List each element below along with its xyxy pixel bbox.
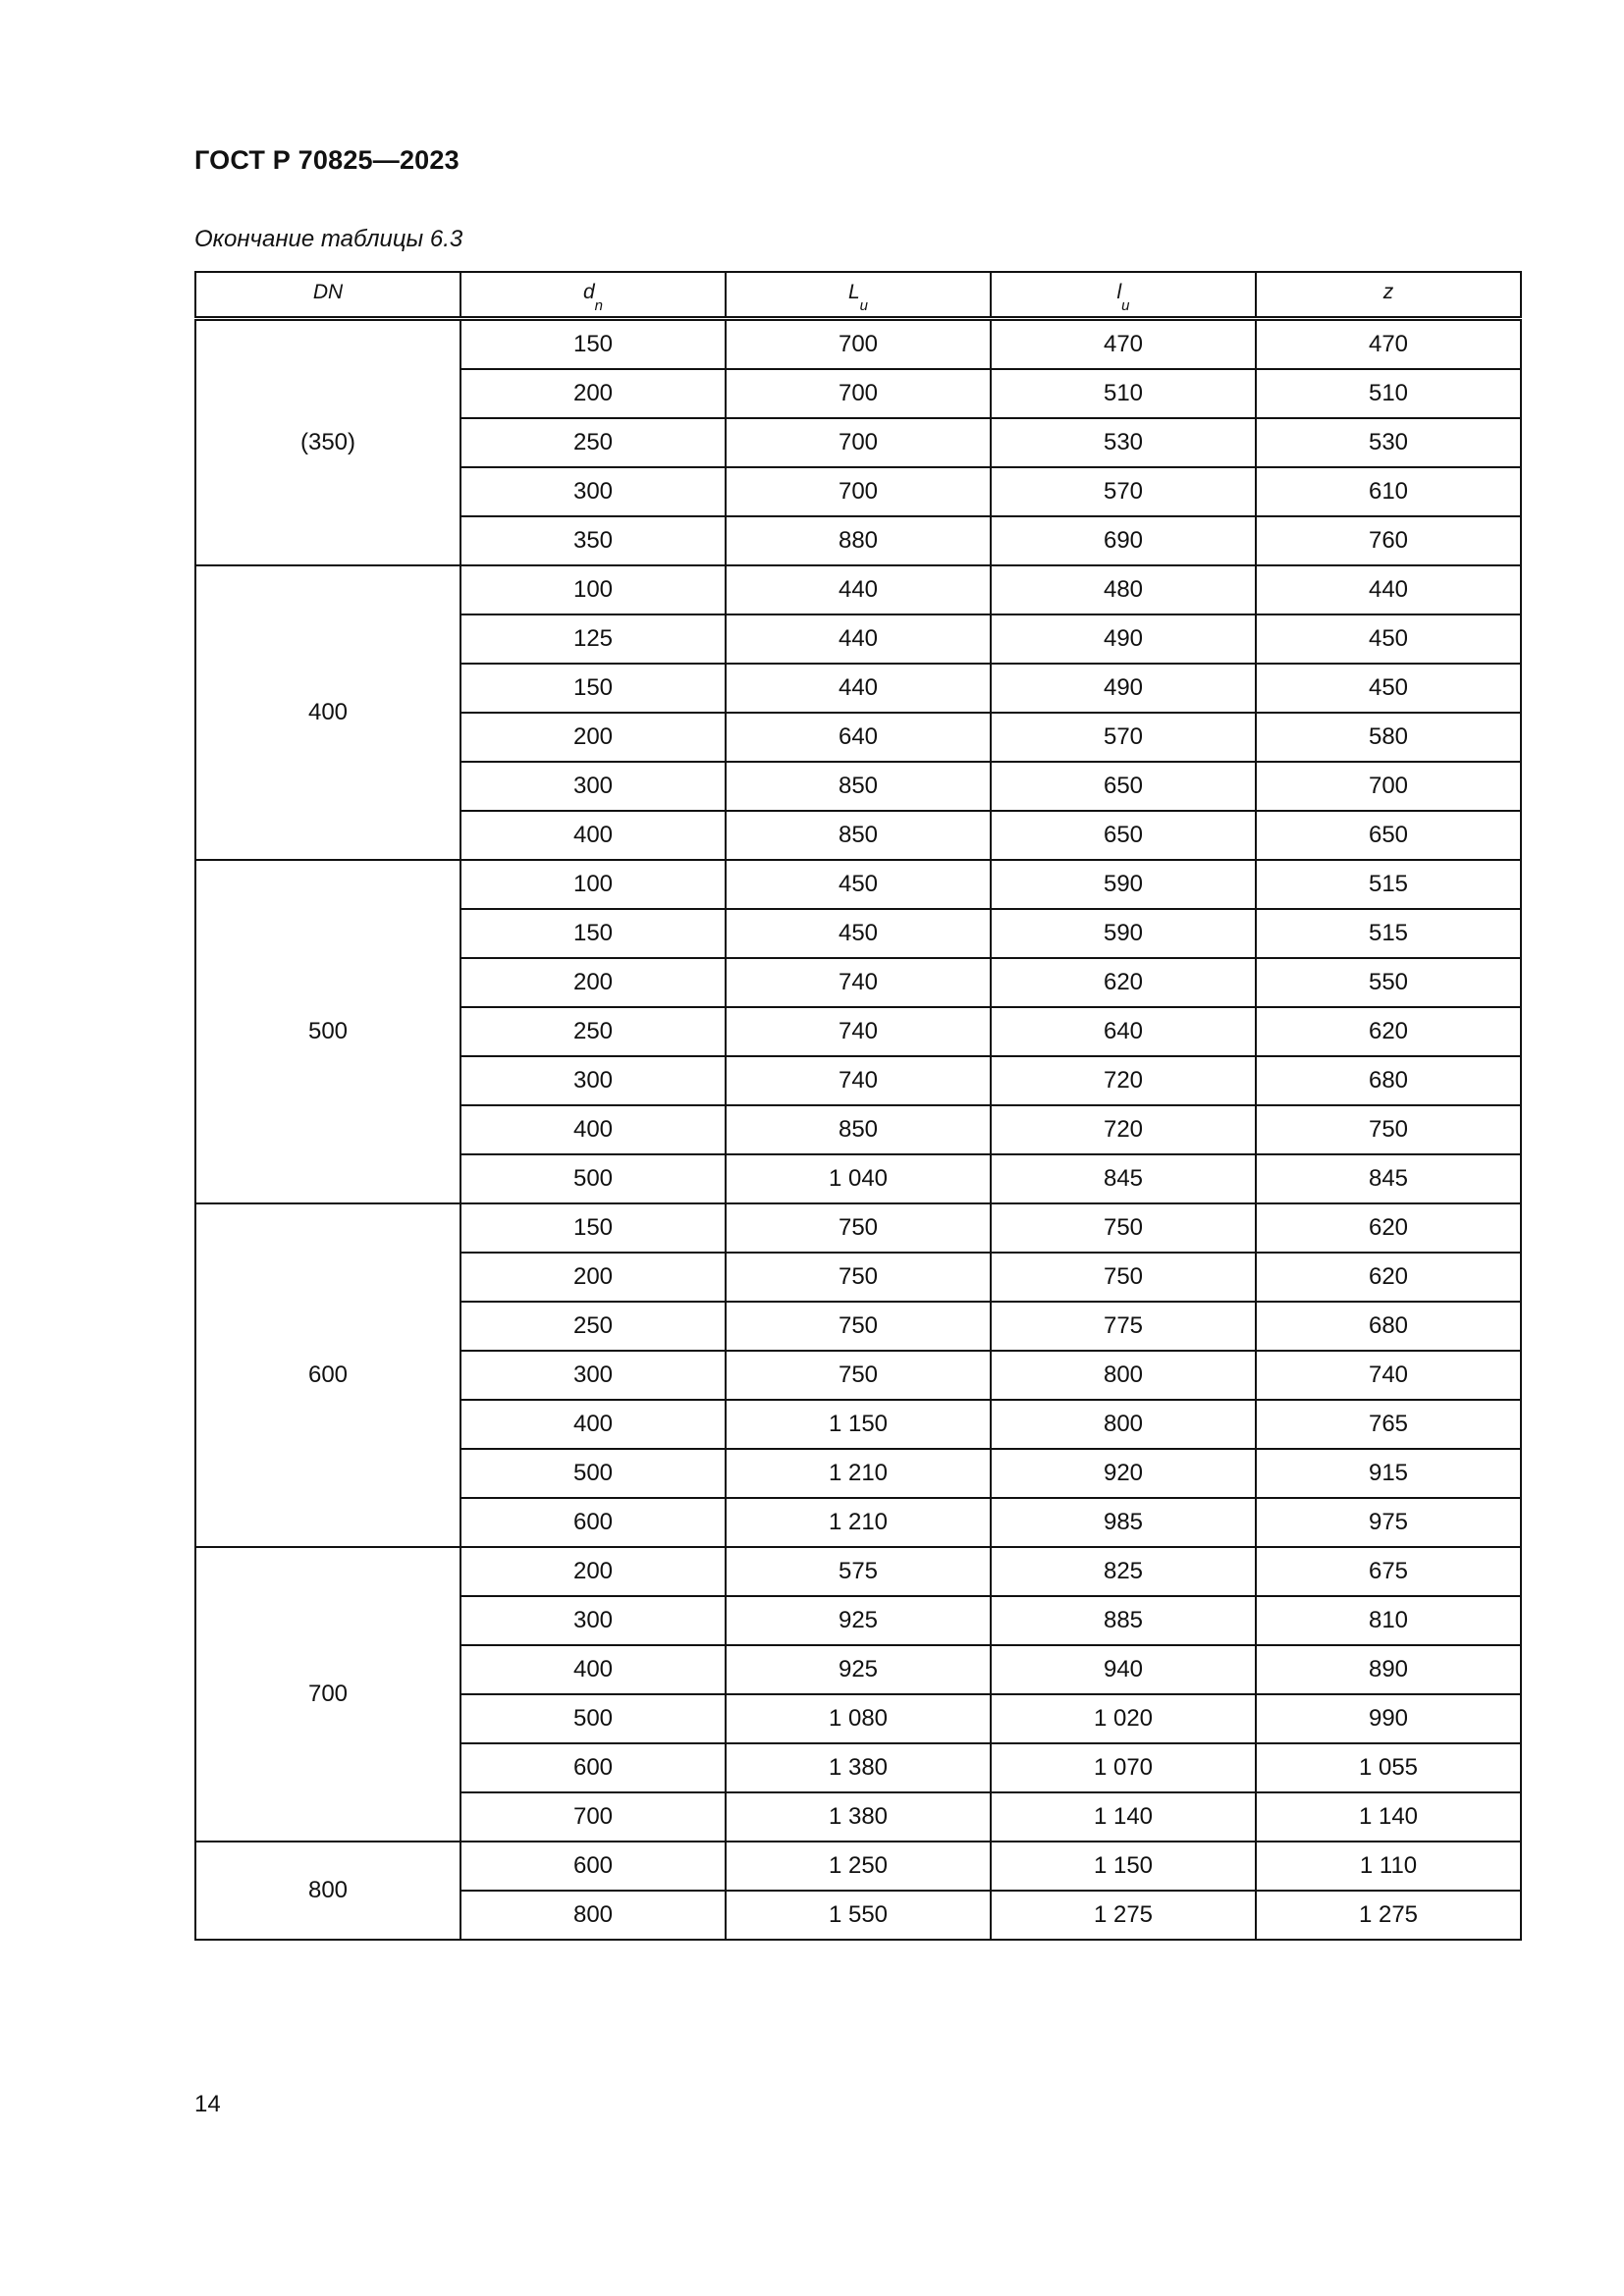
z-cell: 915 xyxy=(1256,1449,1521,1498)
z-cell: 1 055 xyxy=(1256,1743,1521,1792)
lu-upper-cell: 1 080 xyxy=(726,1694,991,1743)
lu-upper-cell: 1 380 xyxy=(726,1792,991,1842)
z-cell: 450 xyxy=(1256,664,1521,713)
z-cell: 975 xyxy=(1256,1498,1521,1547)
dn-outlet-cell: 600 xyxy=(460,1842,726,1891)
lu-upper-cell: 925 xyxy=(726,1596,991,1645)
dn-outlet-cell: 400 xyxy=(460,1400,726,1449)
lu-upper-cell: 700 xyxy=(726,319,991,370)
dn-outlet-cell: 150 xyxy=(460,909,726,958)
z-cell: 470 xyxy=(1256,319,1521,370)
z-cell: 620 xyxy=(1256,1203,1521,1253)
dn-group-cell: 800 xyxy=(195,1842,460,1940)
lu-lower-cell: 1 150 xyxy=(991,1842,1256,1891)
lu-upper-cell: 880 xyxy=(726,516,991,565)
z-cell: 1 110 xyxy=(1256,1842,1521,1891)
lu-upper-cell: 850 xyxy=(726,811,991,860)
dn-outlet-cell: 150 xyxy=(460,664,726,713)
column-header-sub: n xyxy=(594,296,604,314)
column-header-sub: u xyxy=(1121,296,1130,314)
dn-outlet-cell: 250 xyxy=(460,418,726,467)
lu-lower-cell: 750 xyxy=(991,1253,1256,1302)
column-header-lu-upper xyxy=(726,272,991,319)
dn-outlet-cell: 200 xyxy=(460,369,726,418)
dn-outlet-cell: 500 xyxy=(460,1694,726,1743)
dn-outlet-cell: 500 xyxy=(460,1154,726,1203)
lu-lower-cell: 750 xyxy=(991,1203,1256,1253)
table-body xyxy=(195,319,1521,1941)
dn-outlet-cell: 400 xyxy=(460,811,726,860)
header-row xyxy=(195,272,1521,319)
page-number: 14 xyxy=(194,2091,221,2117)
lu-upper-cell: 750 xyxy=(726,1253,991,1302)
dn-outlet-cell: 250 xyxy=(460,1007,726,1056)
lu-upper-cell: 1 250 xyxy=(726,1842,991,1891)
column-header-dn xyxy=(195,272,460,319)
dn-outlet-cell: 600 xyxy=(460,1498,726,1547)
z-cell: 680 xyxy=(1256,1302,1521,1351)
dn-group-cell: 400 xyxy=(195,565,460,860)
lu-lower-cell: 800 xyxy=(991,1351,1256,1400)
column-header-main: DN xyxy=(312,281,344,304)
dn-outlet-cell: 500 xyxy=(460,1449,726,1498)
z-cell: 675 xyxy=(1256,1547,1521,1596)
z-cell: 760 xyxy=(1256,516,1521,565)
document-header: ГОСТ Р 70825—2023 xyxy=(194,145,460,175)
dn-outlet-cell: 200 xyxy=(460,958,726,1007)
dn-outlet-cell: 350 xyxy=(460,516,726,565)
z-cell: 1 275 xyxy=(1256,1891,1521,1940)
dn-outlet-cell: 125 xyxy=(460,614,726,664)
column-header-main: d xyxy=(582,281,595,304)
table-row xyxy=(195,319,1521,370)
lu-upper-cell: 440 xyxy=(726,664,991,713)
lu-upper-cell: 925 xyxy=(726,1645,991,1694)
dn-outlet-cell: 400 xyxy=(460,1645,726,1694)
lu-lower-cell: 1 275 xyxy=(991,1891,1256,1940)
z-cell: 650 xyxy=(1256,811,1521,860)
dn-outlet-cell: 150 xyxy=(460,1203,726,1253)
lu-upper-cell: 750 xyxy=(726,1302,991,1351)
column-header-dn-outlet xyxy=(460,272,726,319)
dn-outlet-cell: 100 xyxy=(460,860,726,909)
table-row xyxy=(195,1547,1521,1596)
lu-lower-cell: 490 xyxy=(991,664,1256,713)
z-cell: 580 xyxy=(1256,713,1521,762)
dn-outlet-cell: 300 xyxy=(460,762,726,811)
z-cell: 450 xyxy=(1256,614,1521,664)
dn-outlet-cell: 250 xyxy=(460,1302,726,1351)
lu-lower-cell: 845 xyxy=(991,1154,1256,1203)
lu-upper-cell: 700 xyxy=(726,467,991,516)
table-row xyxy=(195,1842,1521,1891)
dn-outlet-cell: 300 xyxy=(460,1596,726,1645)
lu-lower-cell: 620 xyxy=(991,958,1256,1007)
lu-lower-cell: 690 xyxy=(991,516,1256,565)
lu-upper-cell: 440 xyxy=(726,565,991,614)
lu-lower-cell: 775 xyxy=(991,1302,1256,1351)
lu-upper-cell: 640 xyxy=(726,713,991,762)
z-cell: 765 xyxy=(1256,1400,1521,1449)
lu-upper-cell: 1 550 xyxy=(726,1891,991,1940)
dn-outlet-cell: 200 xyxy=(460,1253,726,1302)
dn-group-cell: 500 xyxy=(195,860,460,1203)
lu-lower-cell: 480 xyxy=(991,565,1256,614)
lu-upper-cell: 1 210 xyxy=(726,1449,991,1498)
dn-group-cell: (350) xyxy=(195,319,460,566)
lu-lower-cell: 720 xyxy=(991,1056,1256,1105)
dn-outlet-cell: 700 xyxy=(460,1792,726,1842)
table-row xyxy=(195,565,1521,614)
dn-outlet-cell: 400 xyxy=(460,1105,726,1154)
z-cell: 515 xyxy=(1256,909,1521,958)
lu-lower-cell: 800 xyxy=(991,1400,1256,1449)
lu-lower-cell: 985 xyxy=(991,1498,1256,1547)
column-header-sub: u xyxy=(859,296,869,314)
dn-outlet-cell: 600 xyxy=(460,1743,726,1792)
lu-lower-cell: 920 xyxy=(991,1449,1256,1498)
table-caption: Окончание таблицы 6.3 xyxy=(194,226,463,252)
lu-lower-cell: 530 xyxy=(991,418,1256,467)
data-table xyxy=(194,271,1522,1941)
lu-lower-cell: 1 020 xyxy=(991,1694,1256,1743)
z-cell: 845 xyxy=(1256,1154,1521,1203)
lu-lower-cell: 720 xyxy=(991,1105,1256,1154)
lu-upper-cell: 450 xyxy=(726,860,991,909)
lu-upper-cell: 1 380 xyxy=(726,1743,991,1792)
z-cell: 440 xyxy=(1256,565,1521,614)
z-cell: 680 xyxy=(1256,1056,1521,1105)
lu-upper-cell: 700 xyxy=(726,418,991,467)
lu-lower-cell: 570 xyxy=(991,467,1256,516)
z-cell: 740 xyxy=(1256,1351,1521,1400)
z-cell: 620 xyxy=(1256,1007,1521,1056)
lu-lower-cell: 885 xyxy=(991,1596,1256,1645)
lu-upper-cell: 750 xyxy=(726,1351,991,1400)
z-cell: 750 xyxy=(1256,1105,1521,1154)
lu-upper-cell: 440 xyxy=(726,614,991,664)
lu-lower-cell: 490 xyxy=(991,614,1256,664)
dn-outlet-cell: 800 xyxy=(460,1891,726,1940)
column-header-main: z xyxy=(1382,281,1394,304)
lu-lower-cell: 1 140 xyxy=(991,1792,1256,1842)
z-cell: 530 xyxy=(1256,418,1521,467)
lu-upper-cell: 1 150 xyxy=(726,1400,991,1449)
dn-outlet-cell: 300 xyxy=(460,1056,726,1105)
lu-lower-cell: 570 xyxy=(991,713,1256,762)
dn-outlet-cell: 300 xyxy=(460,467,726,516)
z-cell: 550 xyxy=(1256,958,1521,1007)
column-header-main: l xyxy=(1116,281,1122,304)
dn-group-cell: 700 xyxy=(195,1547,460,1842)
lu-lower-cell: 590 xyxy=(991,909,1256,958)
column-header-z xyxy=(1256,272,1521,319)
lu-upper-cell: 1 040 xyxy=(726,1154,991,1203)
dn-outlet-cell: 200 xyxy=(460,713,726,762)
z-cell: 610 xyxy=(1256,467,1521,516)
lu-lower-cell: 590 xyxy=(991,860,1256,909)
z-cell: 700 xyxy=(1256,762,1521,811)
lu-lower-cell: 825 xyxy=(991,1547,1256,1596)
lu-upper-cell: 740 xyxy=(726,958,991,1007)
z-cell: 990 xyxy=(1256,1694,1521,1743)
lu-lower-cell: 650 xyxy=(991,762,1256,811)
lu-lower-cell: 650 xyxy=(991,811,1256,860)
lu-lower-cell: 640 xyxy=(991,1007,1256,1056)
lu-lower-cell: 510 xyxy=(991,369,1256,418)
dn-outlet-cell: 200 xyxy=(460,1547,726,1596)
z-cell: 620 xyxy=(1256,1253,1521,1302)
table-row xyxy=(195,860,1521,909)
lu-lower-cell: 940 xyxy=(991,1645,1256,1694)
z-cell: 1 140 xyxy=(1256,1792,1521,1842)
z-cell: 510 xyxy=(1256,369,1521,418)
lu-lower-cell: 470 xyxy=(991,319,1256,370)
lu-upper-cell: 700 xyxy=(726,369,991,418)
lu-upper-cell: 850 xyxy=(726,1105,991,1154)
lu-upper-cell: 740 xyxy=(726,1056,991,1105)
z-cell: 890 xyxy=(1256,1645,1521,1694)
dn-outlet-cell: 100 xyxy=(460,565,726,614)
lu-upper-cell: 750 xyxy=(726,1203,991,1253)
lu-upper-cell: 740 xyxy=(726,1007,991,1056)
lu-upper-cell: 450 xyxy=(726,909,991,958)
lu-upper-cell: 1 210 xyxy=(726,1498,991,1547)
column-header-lu-lower xyxy=(991,272,1256,319)
lu-upper-cell: 850 xyxy=(726,762,991,811)
dn-group-cell: 600 xyxy=(195,1203,460,1547)
dn-outlet-cell: 150 xyxy=(460,319,726,370)
z-cell: 515 xyxy=(1256,860,1521,909)
z-cell: 810 xyxy=(1256,1596,1521,1645)
table-row xyxy=(195,1203,1521,1253)
table-header xyxy=(195,272,1521,319)
lu-upper-cell: 575 xyxy=(726,1547,991,1596)
lu-lower-cell: 1 070 xyxy=(991,1743,1256,1792)
column-header-main: L xyxy=(847,281,860,304)
dn-outlet-cell: 300 xyxy=(460,1351,726,1400)
